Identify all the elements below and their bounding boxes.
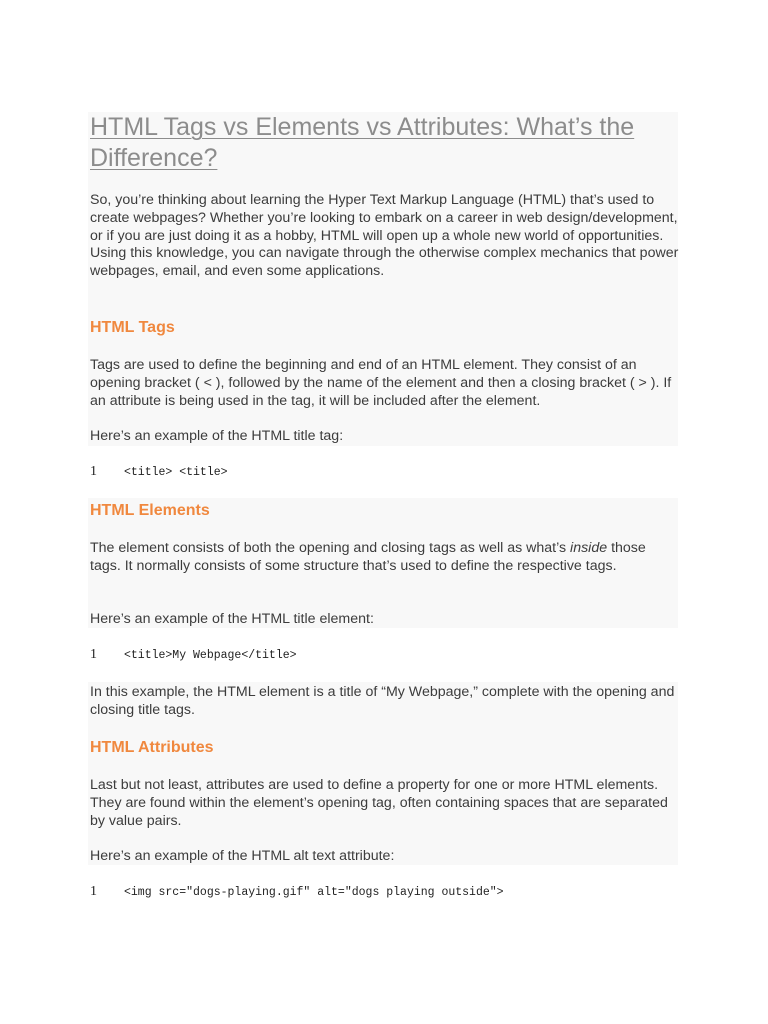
intro-paragraph: So, you’re thinking about learning the Hyper Text Markup Language (HTML) that’s used to create webpages? Whether you’re looking to embark on a career in web design/development, or if you are just doing it as a hobby, HTML will open up a whole new world of opportunities. Using this knowledge, you can navigate through the otherwise complex mechanics that power webpages, email, and even some applications. — [90, 192, 679, 280]
code-snippet-alt-attribute — [90, 883, 504, 901]
code-line-number: 1 — [90, 884, 97, 899]
elements-paragraph-start: The element consists of both the opening and closing tags as well as what’s — [90, 540, 571, 556]
attributes-example-intro: Here’s an example of the HTML alt text attribute: — [90, 848, 395, 864]
article-title: HTML Tags vs Elements vs Attributes: What’s the Difference? — [90, 113, 635, 172]
section-heading-attributes: HTML Attributes — [90, 739, 214, 756]
code-line-number: 1 — [90, 464, 97, 479]
elements-example-note: In this example, the HTML element is a title of “My Webpage,” complete with the opening and closing title tags. — [90, 684, 675, 718]
elements-example-intro: Here’s an example of the HTML title element: — [90, 611, 374, 627]
section-heading-tags: HTML Tags — [90, 319, 175, 336]
tags-example-intro: Here’s an example of the HTML title tag: — [90, 428, 344, 444]
code-text: <title> <title> — [124, 465, 228, 479]
code-text: <title>My Webpage</title> — [124, 648, 297, 662]
attributes-paragraph: Last but not least, attributes are used to define a property for one or more HTML elements. They are found within the element’s opening tag, often containing spaces that are separated by value pairs. — [90, 777, 668, 829]
code-line-number: 1 — [90, 647, 97, 662]
elements-paragraph-end: those tags. It normally consists of some structure that’s used to define the respective tags. — [90, 540, 646, 574]
section-heading-elements: HTML Elements — [90, 502, 210, 519]
code-snippet-title-tag — [90, 463, 228, 481]
elements-paragraph — [90, 540, 680, 576]
tags-paragraph: Tags are used to define the beginning and end of an HTML element. They consist of an opening bracket ( < ), followed by the name of the element and then a closing bracket ( > ). If an attribute is being used in the tag, it will be included after the element. — [90, 357, 672, 409]
code-text: <img src="dogs-playing.gif" alt="dogs playing outside"> — [124, 885, 504, 899]
elements-paragraph-emphasis: inside — [570, 540, 608, 556]
code-snippet-title-element — [90, 646, 297, 664]
